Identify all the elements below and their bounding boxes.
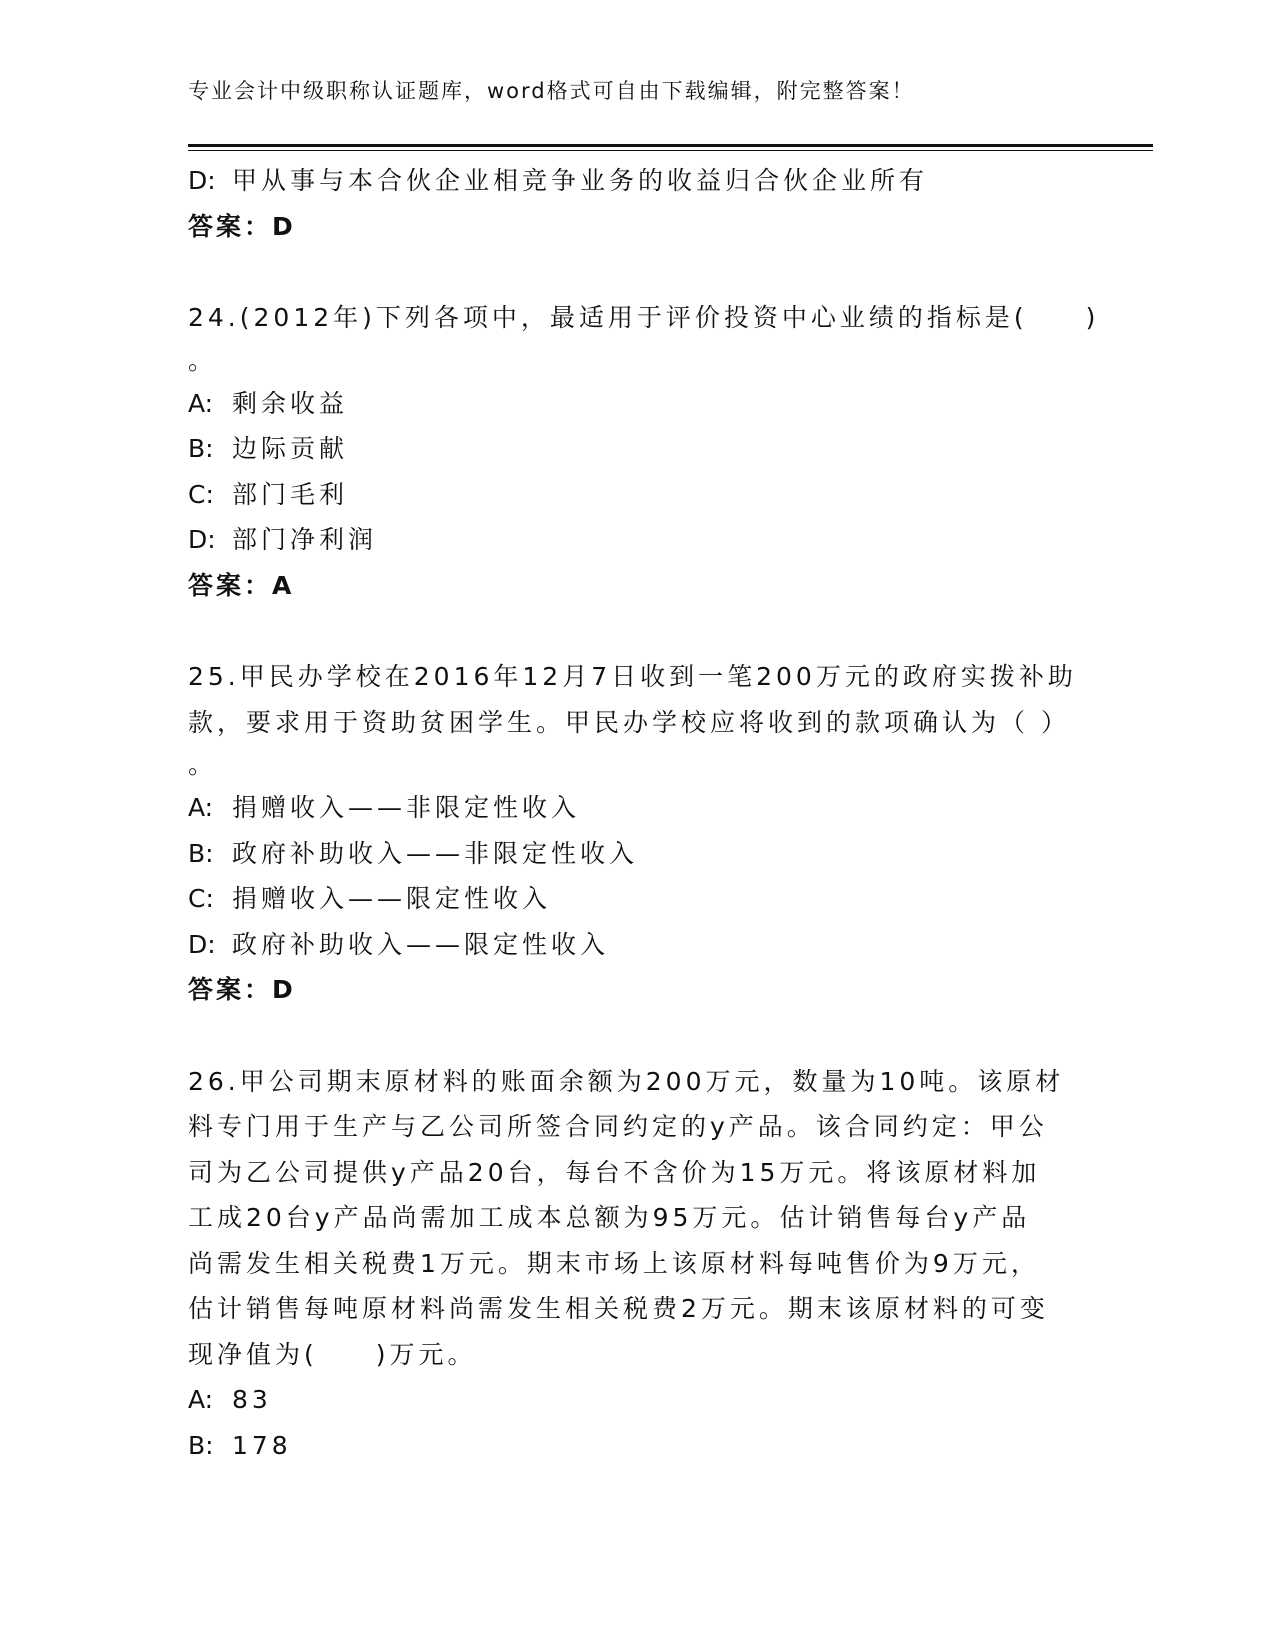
question-26-line-4: 工成20台y产品尚需加工成本总额为95万元。估计销售每台y产品 bbox=[188, 1203, 1031, 1232]
option-text: 政府补助收入——非限定性收入 bbox=[232, 838, 639, 868]
option-text: 捐赠收入——非限定性收入 bbox=[232, 793, 581, 822]
option-label: D: bbox=[188, 166, 216, 195]
option-text: 部门毛利 bbox=[232, 479, 349, 509]
option-label: A: bbox=[188, 1385, 214, 1414]
question-26-line-2: 料专门用于生产与乙公司所签合同约定的y产品。该合同约定：甲公 bbox=[188, 1112, 1048, 1141]
option-label: B: bbox=[188, 1430, 214, 1460]
option-text: 剩余收益 bbox=[232, 388, 349, 418]
option-d bbox=[188, 517, 1088, 563]
header-rule-thick bbox=[188, 144, 1153, 147]
option-d bbox=[188, 922, 1088, 968]
option-label: C: bbox=[188, 479, 214, 509]
option-text: 178 bbox=[232, 1430, 292, 1460]
option-b bbox=[188, 426, 1088, 472]
option-text: 83 bbox=[232, 1385, 272, 1414]
question-24-line-2: 。 bbox=[188, 345, 218, 375]
question-25-line-2: 款，要求用于资助贫困学生。甲民办学校应将收到的款项确认为（ ） bbox=[188, 707, 1070, 737]
question-26-line-1: 26.甲公司期末原材料的账面余额为200万元，数量为10吨。该原材 bbox=[188, 1066, 1065, 1096]
header-rule-thin bbox=[188, 150, 1153, 151]
option-a bbox=[188, 785, 1088, 831]
question-content bbox=[188, 158, 1100, 1468]
option-a bbox=[188, 381, 1088, 427]
option-text: 部门净利润 bbox=[232, 525, 378, 554]
option-b bbox=[188, 1423, 1088, 1469]
option-c bbox=[188, 472, 1088, 518]
question-25-line-1: 25.甲民办学校在2016年12月7日收到一笔200万元的政府实拨补助 bbox=[188, 662, 1077, 691]
answer-line: 答案：A bbox=[188, 570, 295, 600]
question-24-line-1: 24.(2012年)下列各项中，最适用于评价投资中心业绩的指标是( ) bbox=[188, 303, 1100, 332]
option-label: D: bbox=[188, 929, 216, 959]
spacer bbox=[188, 608, 1088, 654]
option-d bbox=[188, 158, 1088, 204]
option-text: 政府补助收入——限定性收入 bbox=[232, 929, 610, 959]
question-25-line-3: 。 bbox=[188, 750, 218, 779]
option-text: 甲从事与本合伙企业相竞争业务的收益归合伙企业所有 bbox=[232, 166, 929, 195]
option-label: A: bbox=[188, 388, 214, 418]
spacer bbox=[188, 249, 1088, 295]
answer-line: 答案：D bbox=[188, 211, 296, 241]
option-label: D: bbox=[188, 525, 216, 554]
spacer bbox=[188, 1013, 1088, 1059]
option-label: B: bbox=[188, 434, 214, 463]
question-26-line-3: 司为乙公司提供y产品20台，每台不含价为15万元。将该原材料加 bbox=[188, 1157, 1041, 1187]
question-26-line-5: 尚需发生相关税费1万元。期末市场上该原材料每吨售价为9万元， bbox=[188, 1248, 1040, 1278]
question-26-line-6: 估计销售每吨原材料尚需发生相关税费2万元。期末该原材料的可变 bbox=[188, 1294, 1049, 1323]
option-label: C: bbox=[188, 884, 214, 913]
option-label: B: bbox=[188, 838, 214, 868]
option-text: 边际贡献 bbox=[232, 434, 349, 463]
page-header: 专业会计中级职称认证题库，word格式可自由下载编辑，附完整答案！ bbox=[188, 79, 915, 103]
option-a bbox=[188, 1377, 1088, 1423]
option-label: A: bbox=[188, 793, 214, 822]
question-26-line-7: 现净值为( )万元。 bbox=[188, 1339, 477, 1369]
option-text: 捐赠收入——限定性收入 bbox=[232, 884, 552, 913]
option-b bbox=[188, 831, 1088, 877]
option-c bbox=[188, 876, 1088, 922]
answer-line: 答案：D bbox=[188, 975, 296, 1004]
